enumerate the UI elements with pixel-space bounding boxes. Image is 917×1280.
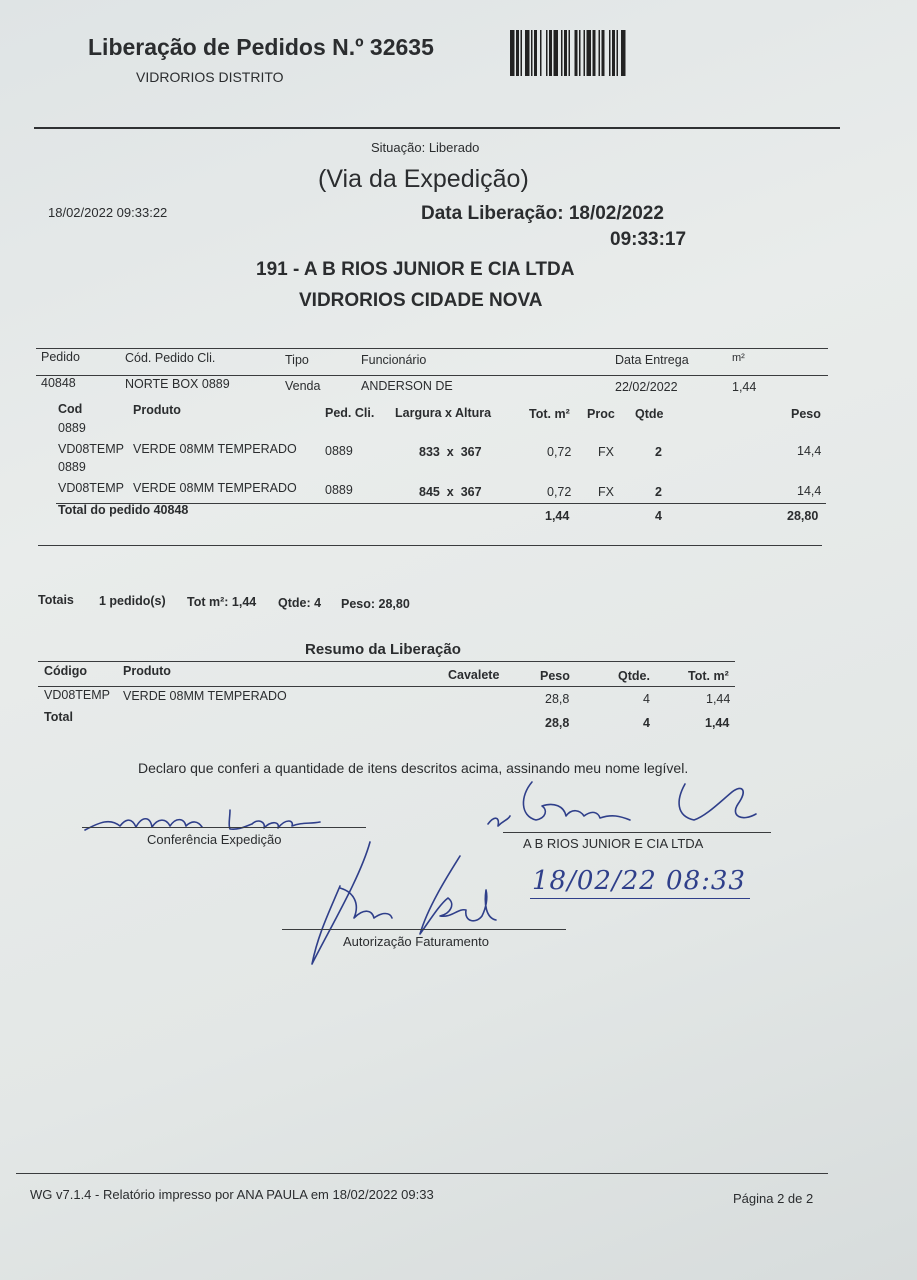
header-divider <box>34 127 840 129</box>
resumo-row-peso: 28,8 <box>545 692 570 706</box>
autorizacao-line <box>282 929 566 930</box>
autorizacao-label: Autorização Faturamento <box>343 934 489 949</box>
resumo-col-produto: Produto <box>123 664 171 678</box>
resumo-col-qtde: Qtde. <box>618 669 650 683</box>
date-underline <box>530 898 750 899</box>
order-total-label: Total do pedido 40848 <box>58 503 189 517</box>
items-col-tot-m2: Tot. m² <box>529 407 570 421</box>
item-dims: 833 x 367 <box>419 445 482 459</box>
totais-m2: Tot m²: 1,44 <box>187 595 257 609</box>
conferencia-label: Conferência Expedição <box>147 832 282 847</box>
footer-rule <box>16 1173 828 1174</box>
order-table-bottom-rule <box>38 545 822 546</box>
order-cod-pedido-cli: NORTE BOX 0889 <box>125 377 230 391</box>
items-col-qtde: Qtde <box>635 407 664 421</box>
printed-datetime: 18/02/2022 09:33:22 <box>48 205 168 220</box>
item-peso: 14,4 <box>797 444 822 458</box>
item-proc: FX <box>598 485 614 499</box>
totais-label: Totais <box>38 593 74 607</box>
via-title: (Via da Expedição) <box>318 165 529 193</box>
conferencia-line <box>82 827 366 828</box>
item-produto: VERDE 08MM TEMPERADO <box>133 442 297 456</box>
item-proc: FX <box>598 445 614 459</box>
item-tot-m2: 0,72 <box>547 485 572 499</box>
items-col-peso: Peso <box>791 407 821 421</box>
resumo-col-codigo: Código <box>44 664 88 678</box>
declaration-text: Declaro que conferi a quantidade de itens descritos acima, assinando meu nome legível. <box>138 760 689 776</box>
resumo-total-label: Total <box>44 710 73 724</box>
totais-peso: Peso: 28,80 <box>341 597 410 611</box>
footer-page: Página 2 de 2 <box>733 1191 814 1206</box>
order-pedido: 40848 <box>41 376 76 390</box>
client-store: VIDRORIOS CIDADE NOVA <box>299 290 543 311</box>
resumo-total-peso: 28,8 <box>545 716 570 730</box>
items-col-proc: Proc <box>587 407 615 421</box>
order-total-m2: 1,44 <box>545 509 570 523</box>
order-data-entrega: 22/02/2022 <box>615 380 678 394</box>
item-dims: 845 x 367 <box>419 485 482 499</box>
client-label: A B RIOS JUNIOR E CIA LTDA <box>523 836 704 851</box>
items-col-largura-altura: Largura x Altura <box>395 406 492 420</box>
document-title: Liberação de Pedidos N.º 32635 <box>88 34 434 60</box>
footer-left: WG v7.1.4 - Relatório impresso por ANA PAULA em 18/02/2022 09:33 <box>30 1187 434 1202</box>
resumo-total-qtde: 4 <box>643 716 650 730</box>
resumo-row-qtde: 4 <box>643 692 650 706</box>
items-col-ped-cli: Ped. Cli. <box>325 406 375 420</box>
item-produto: VERDE 08MM TEMPERADO <box>133 481 297 495</box>
order-total-peso: 28,80 <box>787 509 819 523</box>
resumo-row-produto: VERDE 08MM TEMPERADO <box>123 689 287 703</box>
col-pedido: Pedido <box>41 350 80 364</box>
item-ped-cli: 0889 <box>325 483 353 497</box>
client-signature <box>480 776 780 836</box>
order-funcionario: ANDERSON DE <box>361 379 453 393</box>
resumo-col-cavalete: Cavalete <box>448 668 500 682</box>
resumo-title: Resumo da Liberação <box>305 641 461 658</box>
item-cod: VD08TEMP <box>58 481 124 495</box>
client-line <box>503 832 771 833</box>
item-cod: VD08TEMP <box>58 442 124 456</box>
totais-qtde: Qtde: 4 <box>278 596 322 610</box>
col-tipo: Tipo <box>285 353 309 367</box>
status-text: Situação: Liberado <box>371 140 480 155</box>
col-cod-pedido-cli: Cód. Pedido Cli. <box>125 351 216 365</box>
item-qtde: 2 <box>655 445 662 459</box>
resumo-col-tot-m2: Tot. m² <box>688 669 729 683</box>
resumo-total-tot-m2: 1,44 <box>705 716 730 730</box>
client-name: 191 - A B RIOS JUNIOR E CIA LTDA <box>256 259 575 280</box>
item-tot-m2: 0,72 <box>547 445 572 459</box>
release-date: Data Liberação: 18/02/2022 <box>421 203 664 224</box>
order-table-top-rule <box>36 348 828 349</box>
resumo-col-peso: Peso <box>540 669 570 683</box>
item-ped-cli: 0889 <box>325 444 353 458</box>
item-ref: 0889 <box>58 460 86 474</box>
item-ref: 0889 <box>58 421 86 435</box>
col-m2: m² <box>732 352 745 364</box>
item-qtde: 2 <box>655 485 662 499</box>
resumo-row-tot-m2: 1,44 <box>706 692 731 706</box>
col-data-entrega: Data Entrega <box>615 353 689 367</box>
resumo-row-codigo: VD08TEMP <box>44 688 110 702</box>
items-col-cod: Cod <box>58 402 83 416</box>
barcode <box>510 30 656 76</box>
order-total-qtde: 4 <box>655 509 662 523</box>
items-col-produto: Produto <box>133 403 181 417</box>
col-funcionario: Funcionário <box>361 353 427 367</box>
resumo-top-rule <box>38 661 735 662</box>
totais-pedidos: 1 pedido(s) <box>99 594 166 608</box>
company-name: VIDRORIOS DISTRITO <box>136 69 284 85</box>
order-header-rule <box>36 375 828 376</box>
handwritten-date: 18/02/22 08:33 <box>532 866 746 896</box>
resumo-header-rule <box>38 686 735 687</box>
release-time: 09:33:17 <box>610 229 687 250</box>
item-peso: 14,4 <box>797 484 822 498</box>
order-tipo: Venda <box>285 379 321 393</box>
order-m2: 1,44 <box>732 380 757 394</box>
